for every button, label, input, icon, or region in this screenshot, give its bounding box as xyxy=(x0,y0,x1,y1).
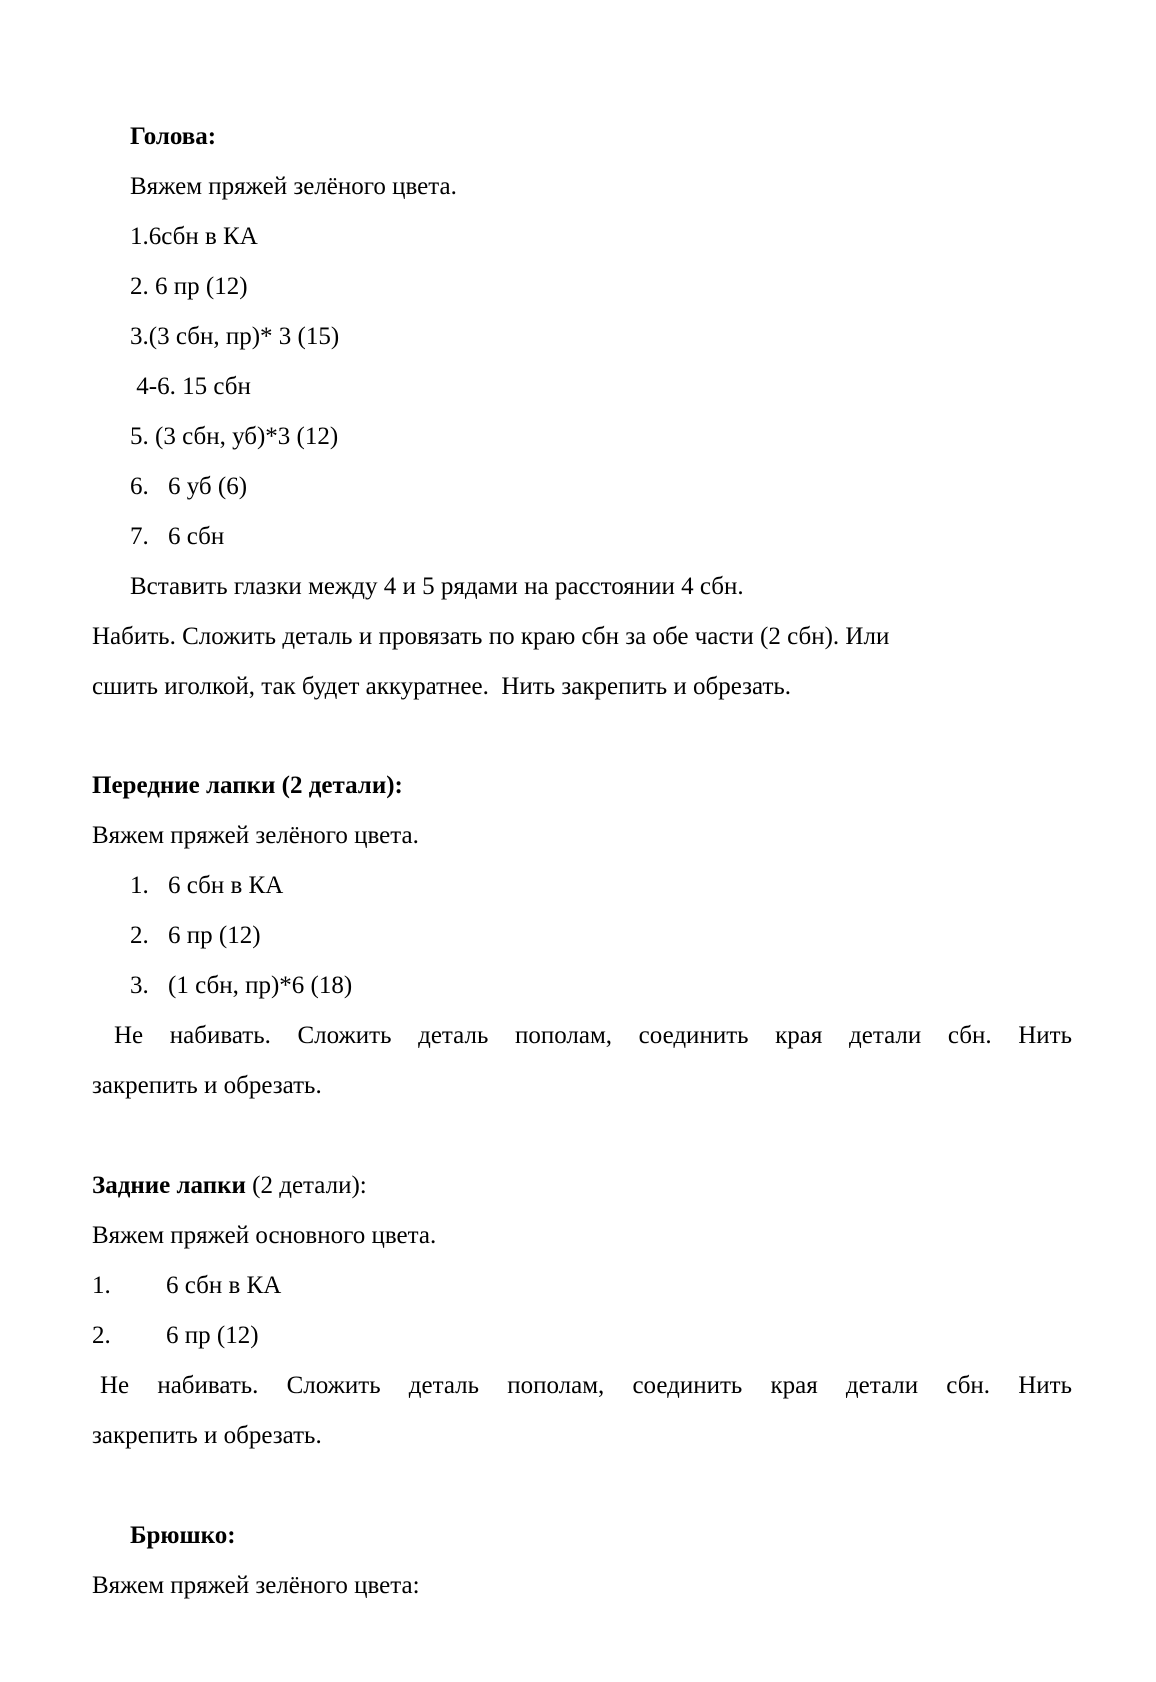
list-text: 6 сбн в КА xyxy=(166,1272,282,1299)
back-paws-intro: Вяжем пряжей основного цвета. xyxy=(92,1222,437,1249)
head-list-item xyxy=(130,472,247,502)
head-row-5: 5. (3 сбн, уб)*3 (12) xyxy=(130,423,339,450)
front-paws-finish-1: Не набивать. Сложить деталь пополам, соединить края детали сбн. Нить xyxy=(114,1022,1072,1049)
list-text: 6 уб (6) xyxy=(168,473,248,500)
list-text: 6 пр (12) xyxy=(166,1322,259,1349)
head-row-3: 3.(3 сбн, пр)* 3 (15) xyxy=(130,323,340,350)
list-number: 3. xyxy=(130,972,149,999)
back-paws-title-rest: (2 детали): xyxy=(245,1172,367,1199)
head-finish-1: Набить. Сложить деталь и провязать по краю сбн за обе части (2 сбн). Или xyxy=(92,623,890,650)
front-paws-list-item xyxy=(130,871,283,901)
back-paws-list-item xyxy=(92,1321,259,1351)
back-paws-finish-1: Не набивать. Сложить деталь пополам, соединить края детали сбн. Нить xyxy=(100,1372,1072,1399)
list-number: 1. xyxy=(130,872,149,899)
head-row-1: 1.6сбн в КА xyxy=(130,223,258,250)
head-intro: Вяжем пряжей зелёного цвета. xyxy=(130,173,457,200)
head-row-2: 2. 6 пр (12) xyxy=(130,273,248,300)
head-eyes: Вставить глазки между 4 и 5 рядами на расстоянии 4 сбн. xyxy=(130,573,744,600)
front-paws-finish-2: закрепить и обрезать. xyxy=(92,1072,322,1099)
head-row-4-6: 4-6. 15 сбн xyxy=(130,373,251,400)
list-number: 2. xyxy=(130,922,149,949)
front-paws-list-item xyxy=(130,971,352,1001)
back-paws-title-bold: Задние лапки xyxy=(92,1172,246,1199)
head-finish-2: сшить иголкой, так будет аккуратнее. Нить закрепить и обрезать. xyxy=(92,673,792,700)
head-list-item xyxy=(130,522,224,552)
list-text: 6 сбн xyxy=(168,523,225,550)
list-number: 1. xyxy=(92,1272,111,1299)
list-number: 6. xyxy=(130,473,149,500)
head-title: Голова: xyxy=(130,123,217,150)
back-paws-title xyxy=(92,1171,367,1201)
front-paws-intro: Вяжем пряжей зелёного цвета. xyxy=(92,822,419,849)
belly-title: Брюшко: xyxy=(130,1522,236,1549)
front-paws-title: Передние лапки (2 детали): xyxy=(92,772,403,799)
list-text: 6 сбн в КА xyxy=(168,872,284,899)
front-paws-list-item xyxy=(130,921,261,951)
list-text: 6 пр (12) xyxy=(168,922,261,949)
list-number: 2. xyxy=(92,1322,111,1349)
list-text: (1 сбн, пр)*6 (18) xyxy=(168,972,353,999)
back-paws-list-item xyxy=(92,1271,281,1301)
back-paws-finish-2: закрепить и обрезать. xyxy=(92,1422,322,1449)
list-number: 7. xyxy=(130,523,149,550)
belly-intro: Вяжем пряжей зелёного цвета: xyxy=(92,1572,420,1599)
